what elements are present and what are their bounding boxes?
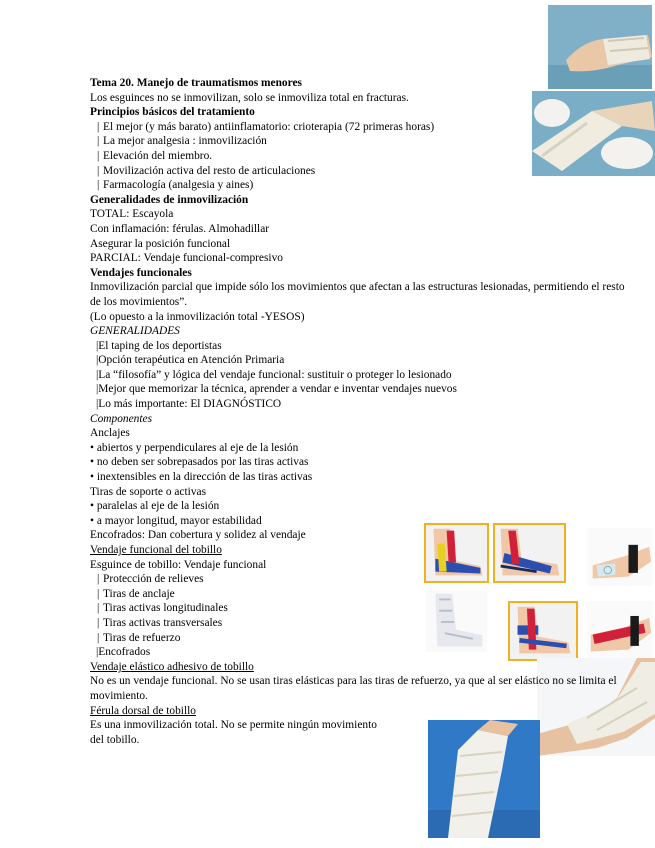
elastico-heading: Vendaje elástico adhesivo de tobillo [90,660,254,673]
bullet-marker: | [96,646,99,659]
bullet-marker: | [97,602,100,615]
principios-item: | El mejor (y más barato) antiinflamatorio: crioterapia (72 primeras horas) [97,120,435,133]
intro-text: Los esguinces no se inmovilizan, solo se inmoviliza total en fracturas. [90,91,409,104]
anclajes-item: • inextensibles en la dirección de las tiras activas [90,471,313,484]
tobillo-subtitle: Esguince de tobillo: Vendaje funcional [90,558,267,571]
generalidades-item: |Opción terapéutica en Atención Primaria [96,354,285,367]
tobillo-heading: Vendaje funcional del tobillo [90,544,222,556]
inmovilizacion-line: PARCIAL: Vendaje funcional-compresivo [90,252,283,265]
bullet-marker: | [96,383,99,396]
generalidades-item: |El taping de los deportistas [96,339,222,352]
componentes-heading: Componentes [90,412,153,425]
vendajes-opposite: (Lo opuesto a la inmovilización total -YESOS) [90,310,305,323]
ferula-text: del tobillo. [90,733,140,746]
arm-bandaging-photo [532,91,655,176]
principios-item: | Elevación del miembro. [97,149,213,162]
bullet-marker: | [97,149,100,162]
inmovilizacion-line: TOTAL: Escayola [90,208,174,221]
tiras-item: • a mayor longitud, mayor estabilidad [90,514,262,527]
bullet-marker: | [97,164,100,177]
bullet-marker: | [97,135,100,148]
encofrados-text: Encofrados: Dan cobertura y solidez al vendaje [90,529,306,542]
bullet-marker: | [97,616,100,629]
bullet-marker: | [96,368,99,381]
wrist-bandage-photo [548,5,652,89]
vendajes-definition: Inmovilización parcial que impide sólo los movimientos que afectan a las estructuras lesionadas, permitiendo el resto de los movimientos”. [90,281,625,308]
bullet-marker: | [97,587,100,600]
inmovilizacion-heading: Generalidades de inmovilización [90,193,249,206]
tobillo-item: | Tiras de anclaje [97,587,175,600]
bullet-marker: | [97,631,100,644]
elastic-ankle-bandage-photo [537,658,655,756]
ankle-taping-photo-3 [585,526,655,588]
anclajes-item: • no deben ser sobrepasados por las tiras activas [90,456,309,469]
ferula-text: Es una inmovilización total. No se permite ningún movimiento [90,719,377,732]
tobillo-item: |Encofrados [96,646,151,659]
document-body [90,76,625,747]
principios-item: | La mejor analgesia : inmovilización [97,135,267,148]
elastico-text: No es un vendaje funcional. No se usan tiras elásticas para las tiras de refuerzo, ya que al ser elástico no se limita el movimiento. [90,675,617,702]
vendajes-heading: Vendajes funcionales [90,266,192,279]
bullet-marker: | [97,573,100,586]
anclajes-title: Anclajes [90,427,130,440]
tobillo-item: | Tiras activas transversales [97,616,223,629]
principios-heading: Principios básicos del tratamiento [90,106,255,119]
principios-item: | Farmacología (analgesia y aines) [97,179,254,192]
bullet-marker: | [96,339,99,352]
inmovilizacion-line: Con inflamación: férulas. Almohadillar [90,222,270,235]
ankle-taping-photo-6 [585,599,655,661]
bullet-marker: | [96,398,99,411]
bullet-marker: | [97,120,100,133]
bullet-marker: | [97,179,100,192]
tobillo-item: | Tiras activas longitudinales [97,602,228,615]
generalidades-heading: GENERALIDADES [90,325,180,338]
anclajes-item: • abiertos y perpendiculares al eje de la lesión [90,441,299,454]
principios-item: | Movilización activa del resto de articulaciones [97,164,316,177]
tobillo-item: | Tiras de refuerzo [97,631,181,644]
tiras-title: Tiras de soporte o activas [90,485,206,498]
tiras-item: • paralelas al eje de la lesión [90,500,220,513]
generalidades-item: |La “filosofía” y lógica del vendaje funcional: sustituir o proteger lo lesionado [96,368,452,381]
page-title: Tema 20. Manejo de traumatismos menores [90,77,302,89]
generalidades-item: |Mejor que memorizar la técnica, aprender a vendar e inventar vendajes nuevos [96,383,457,396]
ferula-heading: Férula dorsal de tobillo [90,704,196,717]
generalidades-item: |Lo más importante: El DIAGNÓSTICO [96,398,282,411]
inmovilizacion-line: Asegurar la posición funcional [90,237,231,250]
bullet-marker: | [96,354,99,367]
tobillo-item: | Protección de relieves [97,573,204,586]
